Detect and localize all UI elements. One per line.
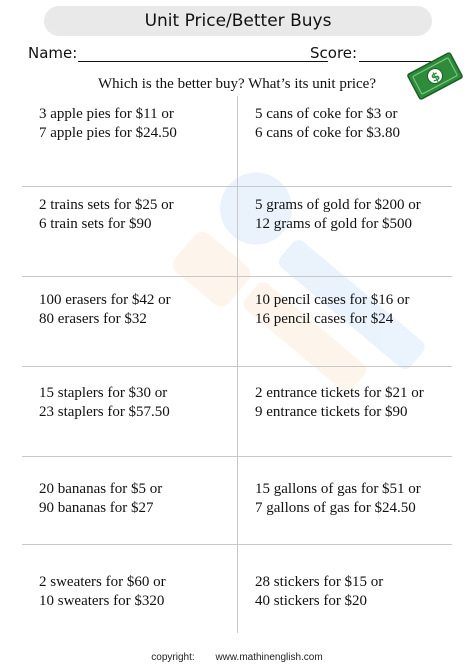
- copyright-label: copyright:: [151, 652, 195, 663]
- problem-10: [255, 480, 450, 518]
- grid-row-divider: [22, 456, 452, 457]
- problem-2-line1: 5 cans of coke for $3 or: [255, 106, 398, 122]
- problem-7-line2: 23 staplers for $57.50: [39, 404, 170, 420]
- problem-3-line2: 6 train sets for $90: [39, 216, 152, 232]
- problem-12-line1: 28 stickers for $15 or: [255, 574, 384, 590]
- problem-6-line1: 10 pencil cases for $16 or: [255, 292, 410, 308]
- problem-11-line2: 10 sweaters for $320: [39, 593, 165, 609]
- problem-2: [255, 105, 450, 143]
- page-title: Unit Price/Better Buys: [144, 11, 332, 31]
- problem-12: [255, 573, 450, 611]
- footer: [0, 652, 474, 663]
- problem-6: [255, 291, 450, 329]
- problem-5-line2: 80 erasers for $32: [39, 311, 147, 327]
- problem-9-line2: 90 bananas for $27: [39, 500, 154, 516]
- problem-4: [255, 196, 450, 234]
- score-label: Score:: [310, 44, 358, 62]
- instructions: Which is the better buy? What’s its unit price?: [98, 76, 376, 92]
- grid-row-divider: [22, 276, 452, 277]
- problem-grid: [22, 96, 452, 633]
- grid-row-divider: [22, 186, 452, 187]
- problem-8: [255, 384, 450, 422]
- grid-row-divider: [22, 366, 452, 367]
- name-score-row: [28, 42, 448, 66]
- problem-10-line2: 7 gallons of gas for $24.50: [255, 500, 416, 516]
- problem-10-line1: 15 gallons of gas for $51 or: [255, 481, 421, 497]
- problem-5-line1: 100 erasers for $42 or: [39, 292, 171, 308]
- problem-1: [39, 105, 234, 143]
- problem-8-line2: 9 entrance tickets for $90: [255, 404, 408, 420]
- problem-1-line1: 3 apple pies for $11 or: [39, 106, 174, 122]
- problem-8-line1: 2 entrance tickets for $21 or: [255, 385, 424, 401]
- problem-9: [39, 480, 234, 518]
- problem-7-line1: 15 staplers for $30 or: [39, 385, 168, 401]
- title-bar: [44, 6, 432, 36]
- problem-1-line2: 7 apple pies for $24.50: [39, 125, 177, 141]
- problem-7: [39, 384, 234, 422]
- problem-2-line2: 6 cans of coke for $3.80: [255, 125, 400, 141]
- grid-row-divider: [22, 544, 452, 545]
- problem-3: [39, 196, 234, 234]
- problem-5: [39, 291, 234, 329]
- problem-12-line2: 40 stickers for $20: [255, 593, 368, 609]
- problem-3-line1: 2 trains sets for $25 or: [39, 197, 174, 213]
- problem-9-line1: 20 bananas for $5 or: [39, 481, 163, 497]
- problem-6-line2: 16 pencil cases for $24: [255, 311, 394, 327]
- problem-11: [39, 573, 234, 611]
- footer-url[interactable]: www.mathinenglish.com: [215, 652, 323, 663]
- problem-4-line1: 5 grams of gold for $200 or: [255, 197, 421, 213]
- svg-text:$: $: [428, 68, 443, 86]
- problem-4-line2: 12 grams of gold for $500: [255, 216, 413, 232]
- name-field-line[interactable]: [78, 61, 328, 62]
- name-label: Name:: [28, 44, 78, 62]
- grid-vertical-divider: [237, 96, 238, 633]
- problem-11-line1: 2 sweaters for $60 or: [39, 574, 166, 590]
